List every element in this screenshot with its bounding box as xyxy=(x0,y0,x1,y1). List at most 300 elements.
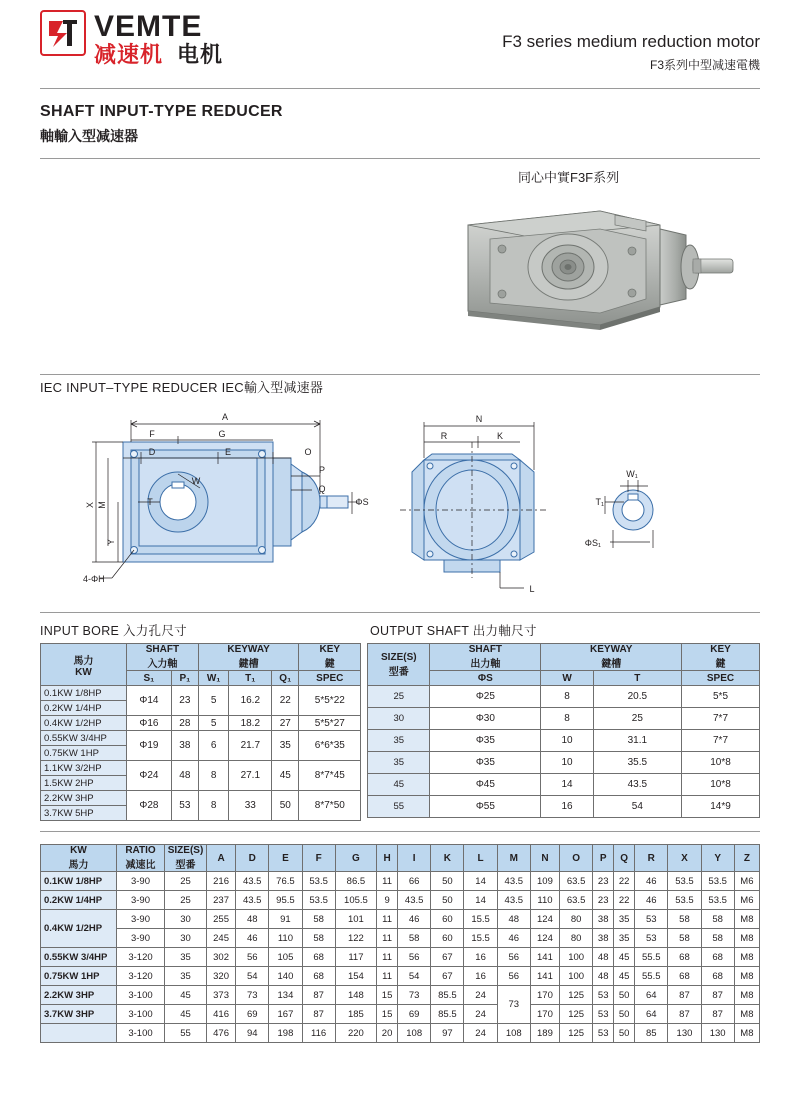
th-col-P: P xyxy=(593,845,614,872)
cell-F: 53.5 xyxy=(302,872,335,891)
cell-P: 23 xyxy=(593,872,614,891)
th-p1: P₁ xyxy=(171,671,198,686)
th-kw-line2: KW xyxy=(75,666,92,678)
cell-N: 110 xyxy=(530,891,559,910)
cell-size: 25 xyxy=(368,686,430,708)
cell-F: 87 xyxy=(302,986,335,1005)
cell-H: 15 xyxy=(377,986,398,1005)
cell-ratio: 3-100 xyxy=(117,1005,165,1024)
th-phi-s: ΦS xyxy=(430,671,541,686)
cell-K: 85.5 xyxy=(431,986,464,1005)
cell-P: 23 xyxy=(593,891,614,910)
section-title-cn: 軸輸入型减速器 xyxy=(40,128,138,144)
cell-L: 24 xyxy=(464,1005,497,1024)
th-spec: SPEC xyxy=(682,671,760,686)
cell-D: 46 xyxy=(236,929,269,948)
cell-H: 11 xyxy=(377,910,398,929)
dimension-table xyxy=(40,844,760,1043)
table-header-row xyxy=(41,845,760,872)
cell-D: 43.5 xyxy=(236,891,269,910)
table-row xyxy=(41,891,760,910)
photo-divider xyxy=(40,374,760,375)
cell-L: 16 xyxy=(464,948,497,967)
th-ratio-line2: 减速比 xyxy=(125,860,156,871)
cell-X: 58 xyxy=(668,910,701,929)
cell-L: 16 xyxy=(464,967,497,986)
th-keyway-en: KEYWAY xyxy=(227,644,270,655)
th-col-F: F xyxy=(302,845,335,872)
cell-M: 46 xyxy=(497,929,530,948)
table-row xyxy=(41,1005,760,1024)
cell-G: 101 xyxy=(335,910,376,929)
th-shaft-en: SHAFT xyxy=(468,644,503,655)
cell-size: 35 xyxy=(368,730,430,752)
cell-K: 50 xyxy=(431,872,464,891)
th-ratio-line1: RATIO xyxy=(125,845,156,856)
cell-q: 35 xyxy=(272,731,299,761)
cell-O: 80 xyxy=(560,910,593,929)
cell-t: 31.1 xyxy=(593,730,681,752)
cell-K: 60 xyxy=(431,929,464,948)
th-keyway xyxy=(198,644,298,671)
th-keyway-en: KEYWAY xyxy=(590,644,633,655)
cell-size: 30 xyxy=(165,929,207,948)
dim-label-F: F xyxy=(149,429,155,439)
th-col-Q: Q xyxy=(614,845,635,872)
cell-A: 476 xyxy=(207,1024,236,1043)
cell-spec: 10*8 xyxy=(682,752,760,774)
vemte-logo-icon xyxy=(40,10,86,56)
cell-spec: 8*7*50 xyxy=(299,791,361,821)
th-ratio xyxy=(117,845,165,872)
table-row xyxy=(41,1024,760,1043)
cell-I: 66 xyxy=(398,872,431,891)
cell-Q: 45 xyxy=(614,967,635,986)
cell-H: 9 xyxy=(377,891,398,910)
cell-s: Φ16 xyxy=(127,716,172,731)
cell-ratio: 3-90 xyxy=(117,929,165,948)
cell-E: 110 xyxy=(269,929,302,948)
header-series-title xyxy=(502,10,760,73)
cell-P: 38 xyxy=(593,910,614,929)
cell-ratio: 3-90 xyxy=(117,891,165,910)
cell-s: Φ45 xyxy=(430,774,541,796)
cell-G: 117 xyxy=(335,948,376,967)
brand-name-cn-black: 电机 xyxy=(177,42,224,67)
cell-F: 87 xyxy=(302,1005,335,1024)
cell-w: 5 xyxy=(198,716,229,731)
cell-q: 27 xyxy=(272,716,299,731)
cell-Y: 58 xyxy=(701,929,734,948)
cell-F: 58 xyxy=(302,929,335,948)
cell-Z: M8 xyxy=(734,948,759,967)
cell-P: 53 xyxy=(593,986,614,1005)
cell-Q: 45 xyxy=(614,948,635,967)
cell-t: 43.5 xyxy=(593,774,681,796)
cell-q: 22 xyxy=(272,686,299,716)
dim-label-T1: T₁ xyxy=(595,497,604,507)
cell-P: 48 xyxy=(593,948,614,967)
cell-M: 56 xyxy=(497,948,530,967)
th-col-X: X xyxy=(668,845,701,872)
cell-ratio: 3-90 xyxy=(117,910,165,929)
table-row xyxy=(368,708,760,730)
cell-L: 15.5 xyxy=(464,929,497,948)
th-shaft-cn: 出力軸 xyxy=(470,659,501,670)
cell-M: 56 xyxy=(497,967,530,986)
cell-size: 45 xyxy=(165,1005,207,1024)
cell-s: Φ30 xyxy=(430,708,541,730)
cell-Q: 50 xyxy=(614,986,635,1005)
cell-A: 216 xyxy=(207,872,236,891)
cell-s: Φ14 xyxy=(127,686,172,716)
th-w1: W₁ xyxy=(198,671,229,686)
cell-spec: 7*7 xyxy=(682,708,760,730)
cell-K: 85.5 xyxy=(431,1005,464,1024)
cell-R: 85 xyxy=(635,1024,668,1043)
dim-label-Q: Q xyxy=(318,484,326,494)
dim-label-hole: 4-ΦH xyxy=(83,574,105,584)
cell-O: 125 xyxy=(560,1005,593,1024)
cell-X: 53.5 xyxy=(668,891,701,910)
table-row xyxy=(41,872,760,891)
th-keyway-cn: 鍵槽 xyxy=(238,659,259,670)
cell-kw: 0.75KW 1HP xyxy=(41,746,127,761)
cell-M: 43.5 xyxy=(497,872,530,891)
cell-kw: 0.55KW 3/4HP xyxy=(41,731,127,746)
cell-X: 53.5 xyxy=(668,872,701,891)
cell-Y: 58 xyxy=(701,910,734,929)
cell-w: 6 xyxy=(198,731,229,761)
cell-H: 11 xyxy=(377,872,398,891)
cell-size: 35 xyxy=(165,948,207,967)
cell-Z: M8 xyxy=(734,986,759,1005)
cell-Y: 87 xyxy=(701,986,734,1005)
th-col-L: L xyxy=(464,845,497,872)
cell-spec: 10*8 xyxy=(682,774,760,796)
cell-E: 105 xyxy=(269,948,302,967)
cell-N: 170 xyxy=(530,986,559,1005)
cell-E: 76.5 xyxy=(269,872,302,891)
cell-R: 46 xyxy=(635,872,668,891)
cell-R: 64 xyxy=(635,1005,668,1024)
cell-Q: 50 xyxy=(614,1024,635,1043)
cell-A: 416 xyxy=(207,1005,236,1024)
cell-D: 48 xyxy=(236,910,269,929)
th-col-H: H xyxy=(377,845,398,872)
cell-E: 95.5 xyxy=(269,891,302,910)
cell-w: 8 xyxy=(541,686,593,708)
cell-H: 15 xyxy=(377,1005,398,1024)
cell-K: 67 xyxy=(431,967,464,986)
cell-ratio: 3-100 xyxy=(117,986,165,1005)
cell-size: 35 xyxy=(165,967,207,986)
cell-H: 20 xyxy=(377,1024,398,1043)
th-t1: T₁ xyxy=(229,671,272,686)
cell-p: 38 xyxy=(171,731,198,761)
cell-s: Φ19 xyxy=(127,731,172,761)
cell-Z: M8 xyxy=(734,1005,759,1024)
cell-K: 60 xyxy=(431,910,464,929)
th-kw-line1: 馬力 xyxy=(73,655,94,667)
table-row xyxy=(368,796,760,818)
cell-O: 100 xyxy=(560,967,593,986)
th-shaft xyxy=(127,644,199,671)
cell-N: 124 xyxy=(530,910,559,929)
cell-t: 33 xyxy=(229,791,272,821)
cell-Q: 35 xyxy=(614,910,635,929)
cell-spec: 6*6*35 xyxy=(299,731,361,761)
th-kw-line2: 馬力 xyxy=(68,860,89,871)
cell-I: 56 xyxy=(398,948,431,967)
th-col-N: N xyxy=(530,845,559,872)
output-shaft-heading: OUTPUT SHAFT 出力軸尺寸 xyxy=(370,624,537,638)
cell-Y: 130 xyxy=(701,1024,734,1043)
cell-N: 170 xyxy=(530,1005,559,1024)
output-shaft-table xyxy=(367,643,760,818)
cell-O: 63.5 xyxy=(560,891,593,910)
cell-L: 14 xyxy=(464,872,497,891)
th-size-line1: SIZE(S) xyxy=(167,845,204,856)
cell-O: 100 xyxy=(560,948,593,967)
cell-D: 69 xyxy=(236,1005,269,1024)
cell-G: 154 xyxy=(335,967,376,986)
cell-M: 108 xyxy=(497,1024,530,1043)
th-size-cn: 型番 xyxy=(388,666,409,678)
dim-label-D: D xyxy=(148,447,156,457)
th-col-I: I xyxy=(398,845,431,872)
cell-Z: M6 xyxy=(734,891,759,910)
cell-D: 56 xyxy=(236,948,269,967)
dim-label-S1: ΦS₁ xyxy=(584,538,601,548)
table-row xyxy=(41,910,760,929)
cell-I: 43.5 xyxy=(398,891,431,910)
cell-E: 198 xyxy=(269,1024,302,1043)
cell-w: 10 xyxy=(541,752,593,774)
cell-X: 68 xyxy=(668,967,701,986)
cell-w: 8 xyxy=(198,791,229,821)
cell-q: 50 xyxy=(272,791,299,821)
cell-kw: 1.1KW 3/2HP xyxy=(41,761,127,776)
cell-E: 140 xyxy=(269,967,302,986)
table-row xyxy=(41,761,361,776)
dim-label-W: W xyxy=(191,476,201,486)
cell-G: 86.5 xyxy=(335,872,376,891)
cell-K: 67 xyxy=(431,948,464,967)
th-key-en: KEY xyxy=(319,644,341,655)
cell-R: 53 xyxy=(635,929,668,948)
dim-label-M: M xyxy=(97,501,107,509)
cell-H: 11 xyxy=(377,967,398,986)
cell-t: 16.2 xyxy=(229,686,272,716)
cell-kw: 2.2KW 3HP xyxy=(41,791,127,806)
cell-size: 25 xyxy=(165,872,207,891)
table-row xyxy=(41,686,361,701)
cell-s: Φ24 xyxy=(127,761,172,791)
cell-Z: M8 xyxy=(734,929,759,948)
table-row xyxy=(41,948,760,967)
table-row xyxy=(41,967,760,986)
cell-Q: 35 xyxy=(614,929,635,948)
product-photo-section xyxy=(0,159,800,374)
cell-ratio: 3-120 xyxy=(117,967,165,986)
cell-Y: 53.5 xyxy=(701,872,734,891)
cell-M: 43.5 xyxy=(497,891,530,910)
cell-spec: 7*7 xyxy=(682,730,760,752)
cell-size: 25 xyxy=(165,891,207,910)
cell-kw: 1.5KW 2HP xyxy=(41,776,127,791)
th-t: T xyxy=(593,671,681,686)
th-size xyxy=(165,845,207,872)
cell-ratio: 3-90 xyxy=(117,872,165,891)
th-shaft-cn: 入力軸 xyxy=(147,659,178,670)
cell-P: 38 xyxy=(593,929,614,948)
cell-A: 237 xyxy=(207,891,236,910)
table-row xyxy=(368,730,760,752)
cell-L: 14 xyxy=(464,891,497,910)
cell-Q: 50 xyxy=(614,1005,635,1024)
cell-F: 53.5 xyxy=(302,891,335,910)
cell-I: 73 xyxy=(398,986,431,1005)
th-size-en: SIZE(S) xyxy=(381,651,417,663)
th-shaft xyxy=(430,644,541,671)
cell-R: 55.5 xyxy=(635,948,668,967)
cell-Z: M8 xyxy=(734,967,759,986)
table-row xyxy=(368,752,760,774)
th-shaft-en: SHAFT xyxy=(145,644,180,655)
cell-N: 124 xyxy=(530,929,559,948)
cell-E: 134 xyxy=(269,986,302,1005)
th-key-cn: 鍵 xyxy=(715,659,726,670)
cell-kw: 3.7KW 5HP xyxy=(41,806,127,821)
th-col-A: A xyxy=(207,845,236,872)
cell-size: 45 xyxy=(165,986,207,1005)
cell-X: 87 xyxy=(668,1005,701,1024)
product-photo xyxy=(450,199,740,349)
cell-P: 53 xyxy=(593,1005,614,1024)
th-size-line2: 型番 xyxy=(175,860,196,871)
cell-s: Φ55 xyxy=(430,796,541,818)
th-spec: SPEC xyxy=(299,671,361,686)
spec-tables-row xyxy=(0,639,800,821)
cell-kw: 0.4KW 1/2HP xyxy=(41,716,127,731)
cell-I: 69 xyxy=(398,1005,431,1024)
cell-t: 54 xyxy=(593,796,681,818)
th-keyway-cn: 鍵槽 xyxy=(601,659,622,670)
dim-label-Y: Y xyxy=(106,538,116,546)
cell-spec: 5*5*22 xyxy=(299,686,361,716)
cell-X: 130 xyxy=(668,1024,701,1043)
cell-K: 50 xyxy=(431,891,464,910)
cell-R: 55.5 xyxy=(635,967,668,986)
cell-w: 5 xyxy=(198,686,229,716)
th-keyway xyxy=(541,644,682,671)
iec-section-heading xyxy=(0,377,800,396)
cell-kw: 0.1KW 1/8HP xyxy=(41,872,117,891)
cell-t: 27.1 xyxy=(229,761,272,791)
cell-spec: 14*9 xyxy=(682,796,760,818)
cell-F: 68 xyxy=(302,967,335,986)
cell-t: 18.2 xyxy=(229,716,272,731)
cell-I: 58 xyxy=(398,929,431,948)
cell-L: 24 xyxy=(464,1024,497,1043)
dim-label-L: L xyxy=(529,584,535,594)
th-col-G: G xyxy=(335,845,376,872)
cell-A: 373 xyxy=(207,986,236,1005)
th-kw xyxy=(41,644,127,686)
cell-spec: 8*7*45 xyxy=(299,761,361,791)
cell-F: 58 xyxy=(302,910,335,929)
cell-w: 8 xyxy=(541,708,593,730)
cell-I: 108 xyxy=(398,1024,431,1043)
cell-size: 55 xyxy=(368,796,430,818)
input-bore-table xyxy=(40,643,361,821)
cell-w: 14 xyxy=(541,774,593,796)
page-header xyxy=(0,0,800,88)
cell-Z: M8 xyxy=(734,910,759,929)
cell-s: Φ25 xyxy=(430,686,541,708)
th-col-R: R xyxy=(635,845,668,872)
cell-t: 21.7 xyxy=(229,731,272,761)
th-col-M: M xyxy=(497,845,530,872)
cell-p: 23 xyxy=(171,686,198,716)
cell-kw-empty xyxy=(41,1024,117,1043)
dim-label-N: N xyxy=(475,414,483,424)
cell-D: 73 xyxy=(236,986,269,1005)
cell-kw: 0.2KW 1/4HP xyxy=(41,891,117,910)
cell-spec: 5*5 xyxy=(682,686,760,708)
brand-text xyxy=(94,10,223,66)
th-s1: S₁ xyxy=(127,671,172,686)
cell-t: 25 xyxy=(593,708,681,730)
table-row xyxy=(41,716,361,731)
brand-logo xyxy=(40,10,223,66)
cell-spec: 5*5*27 xyxy=(299,716,361,731)
cell-K: 97 xyxy=(431,1024,464,1043)
table-row xyxy=(368,686,760,708)
cell-H: 11 xyxy=(377,948,398,967)
cell-kw: 2.2KW 3HP xyxy=(41,986,117,1005)
cell-size: 45 xyxy=(368,774,430,796)
cell-O: 80 xyxy=(560,929,593,948)
th-key-cn: 鍵 xyxy=(324,659,335,670)
th-kw xyxy=(41,845,117,872)
th-col-D: D xyxy=(236,845,269,872)
th-col-K: K xyxy=(431,845,464,872)
cell-kw: 0.2KW 1/4HP xyxy=(41,701,127,716)
cell-N: 109 xyxy=(530,872,559,891)
cell-G: 122 xyxy=(335,929,376,948)
table-row xyxy=(368,774,760,796)
iec-diagram xyxy=(0,402,800,612)
cell-Y: 53.5 xyxy=(701,891,734,910)
cell-G: 220 xyxy=(335,1024,376,1043)
cell-N: 141 xyxy=(530,967,559,986)
th-col-Z: Z xyxy=(734,845,759,872)
cell-kw: 0.1KW 1/8HP xyxy=(41,686,127,701)
cell-p: 53 xyxy=(171,791,198,821)
table-row xyxy=(41,731,361,746)
cell-kw: 0.75KW 1HP xyxy=(41,967,117,986)
cell-kw: 3.7KW 3HP xyxy=(41,1005,117,1024)
cell-s: Φ35 xyxy=(430,752,541,774)
cell-p: 28 xyxy=(171,716,198,731)
cell-O: 63.5 xyxy=(560,872,593,891)
cell-D: 54 xyxy=(236,967,269,986)
cell-P: 53 xyxy=(593,1024,614,1043)
table-header-row xyxy=(368,644,760,671)
dim-label-G: G xyxy=(218,429,226,439)
